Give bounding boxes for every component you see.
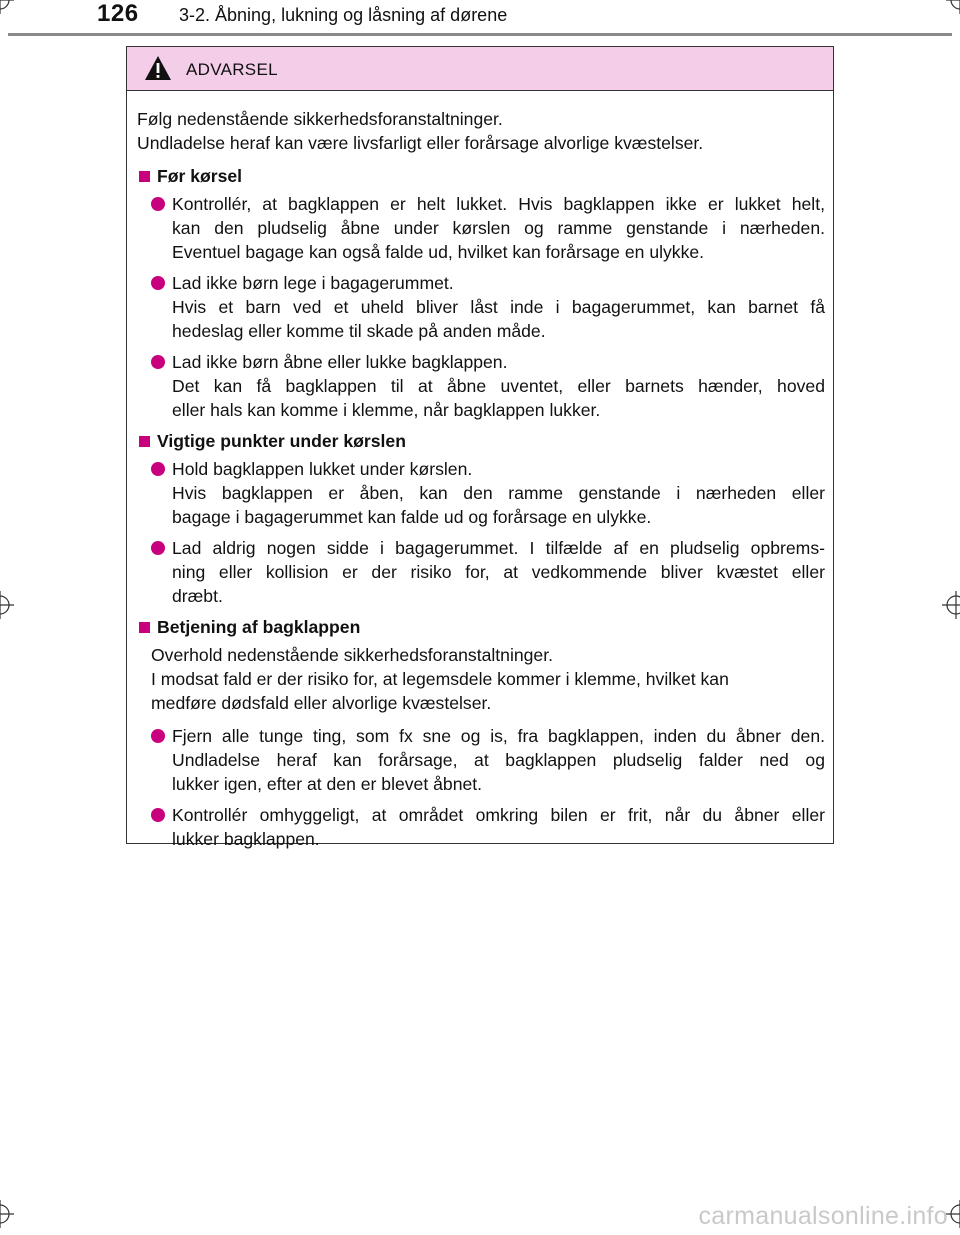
section-tailgate-operation (137, 615, 825, 851)
page-header (0, 0, 960, 40)
bullet-line: Eventuel bagage kan også falde ud, hvilket kan forårsage en ulykke. (172, 242, 705, 262)
bullet-line: Lad aldrig nogen sidde i bagagerummet. I tilfælde af en pludselig opbrems- (172, 538, 825, 558)
paragraph-line: I modsat fald er der risiko for, at legemsdele kommer i klemme, hvilket kan (151, 669, 729, 689)
bullet-line: Fjern alle tunge ting, som fx sne og is, fra bagklappen, inden du åbner den. (172, 726, 825, 746)
bullet-line: eller hals kan komme i klemme, når bagklappen lukker. (172, 400, 601, 420)
bullet-line: Lad ikke børn åbne eller lukke bagklappen. (172, 352, 508, 372)
bullet-line: Kontrollér omhyggeligt, at området omkring bilen er frit, når du åbner eller (172, 805, 825, 825)
section-paragraph (137, 643, 825, 715)
warning-triangle-icon (144, 55, 172, 81)
section-title (137, 615, 825, 639)
paragraph-line: Overhold nedenstående sikkerhedsforanstaltninger. (151, 645, 553, 665)
section-title-text: Før kørsel (157, 166, 243, 186)
round-bullet-icon (151, 355, 165, 369)
section-title: 3-2. Åbning, lukning og låsning af dørene (179, 5, 508, 25)
registration-mark-icon (0, 591, 14, 619)
intro-line: Følg nedenstående sikkerhedsforanstaltninger. (137, 109, 503, 129)
round-bullet-icon (151, 276, 165, 290)
bullet-line: ning eller kollision er der risiko for, at vedkommende bliver kvæstet eller (172, 562, 825, 582)
section-title (137, 164, 825, 188)
warning-header (127, 47, 833, 91)
registration-mark-icon (942, 591, 960, 619)
registration-mark-icon (0, 1200, 14, 1228)
bullet-line: kan den pludselig åbne under kørslen og ramme genstande i nærheden. (172, 218, 825, 238)
warning-label: ADVARSEL (186, 60, 278, 79)
section-title-text: Betjening af bagklappen (157, 617, 361, 637)
bullet-line: lukker igen, efter at den er blevet åbnet. (172, 774, 483, 794)
bullet-item (137, 271, 825, 343)
watermark-link[interactable]: carmanualsonline.info (698, 1202, 948, 1230)
warning-box (126, 46, 834, 849)
bullet-line: Undladelse heraf kan forårsage, at bagklappen pludselig falder ned og (172, 750, 825, 770)
bullet-line: lukker bagklappen. (172, 829, 320, 849)
round-bullet-icon (151, 729, 165, 743)
bullet-line: Hvis bagklappen er åben, kan den ramme genstande i nærheden eller (172, 483, 825, 503)
square-bullet-icon (139, 622, 150, 633)
bullet-line: dræbt. (172, 586, 223, 606)
bullet-line: Det kan få bagklappen til at åbne uventet, eller barnets hænder, hoved (172, 376, 825, 396)
bullet-line: bagage i bagagerummet kan falde ud og forårsage en ulykke. (172, 507, 652, 527)
bullet-line: Hvis et barn ved et uheld bliver låst inde i bagagerummet, kan barnet få (172, 297, 825, 317)
bullet-item (137, 350, 825, 422)
bullet-line: hedeslag eller komme til skade på anden måde. (172, 321, 546, 341)
bullet-item (137, 192, 825, 264)
intro-line: Undladelse heraf kan være livsfarligt eller forårsage alvorlige kvæstelser. (137, 133, 704, 153)
bullet-line: Lad ikke børn lege i bagagerummet. (172, 273, 454, 293)
registration-mark-icon (0, 0, 14, 14)
registration-mark-icon (946, 1200, 960, 1228)
round-bullet-icon (151, 541, 165, 555)
section-title-text: Vigtige punkter under kørslen (157, 431, 406, 451)
bullet-item (137, 536, 825, 608)
bullet-item (137, 724, 825, 796)
bullet-line: Kontrollér, at bagklappen er helt lukket. Hvis bagklappen ikke er lukket helt, (172, 194, 825, 214)
header-rule (8, 33, 952, 36)
bullet-item (137, 803, 825, 851)
page-number: 126 (97, 0, 139, 27)
bullet-item (137, 457, 825, 529)
section-while-driving (137, 429, 825, 608)
round-bullet-icon (151, 808, 165, 822)
round-bullet-icon (151, 462, 165, 476)
registration-mark-icon (946, 0, 960, 14)
warning-intro (137, 107, 825, 155)
section-title (137, 429, 825, 453)
paragraph-line: medføre dødsfald eller alvorlige kvæstelser. (151, 693, 492, 713)
square-bullet-icon (139, 436, 150, 447)
bullet-line: Hold bagklappen lukket under kørslen. (172, 459, 473, 479)
warning-body (127, 91, 833, 851)
square-bullet-icon (139, 171, 150, 182)
round-bullet-icon (151, 197, 165, 211)
section-before-driving (137, 164, 825, 422)
